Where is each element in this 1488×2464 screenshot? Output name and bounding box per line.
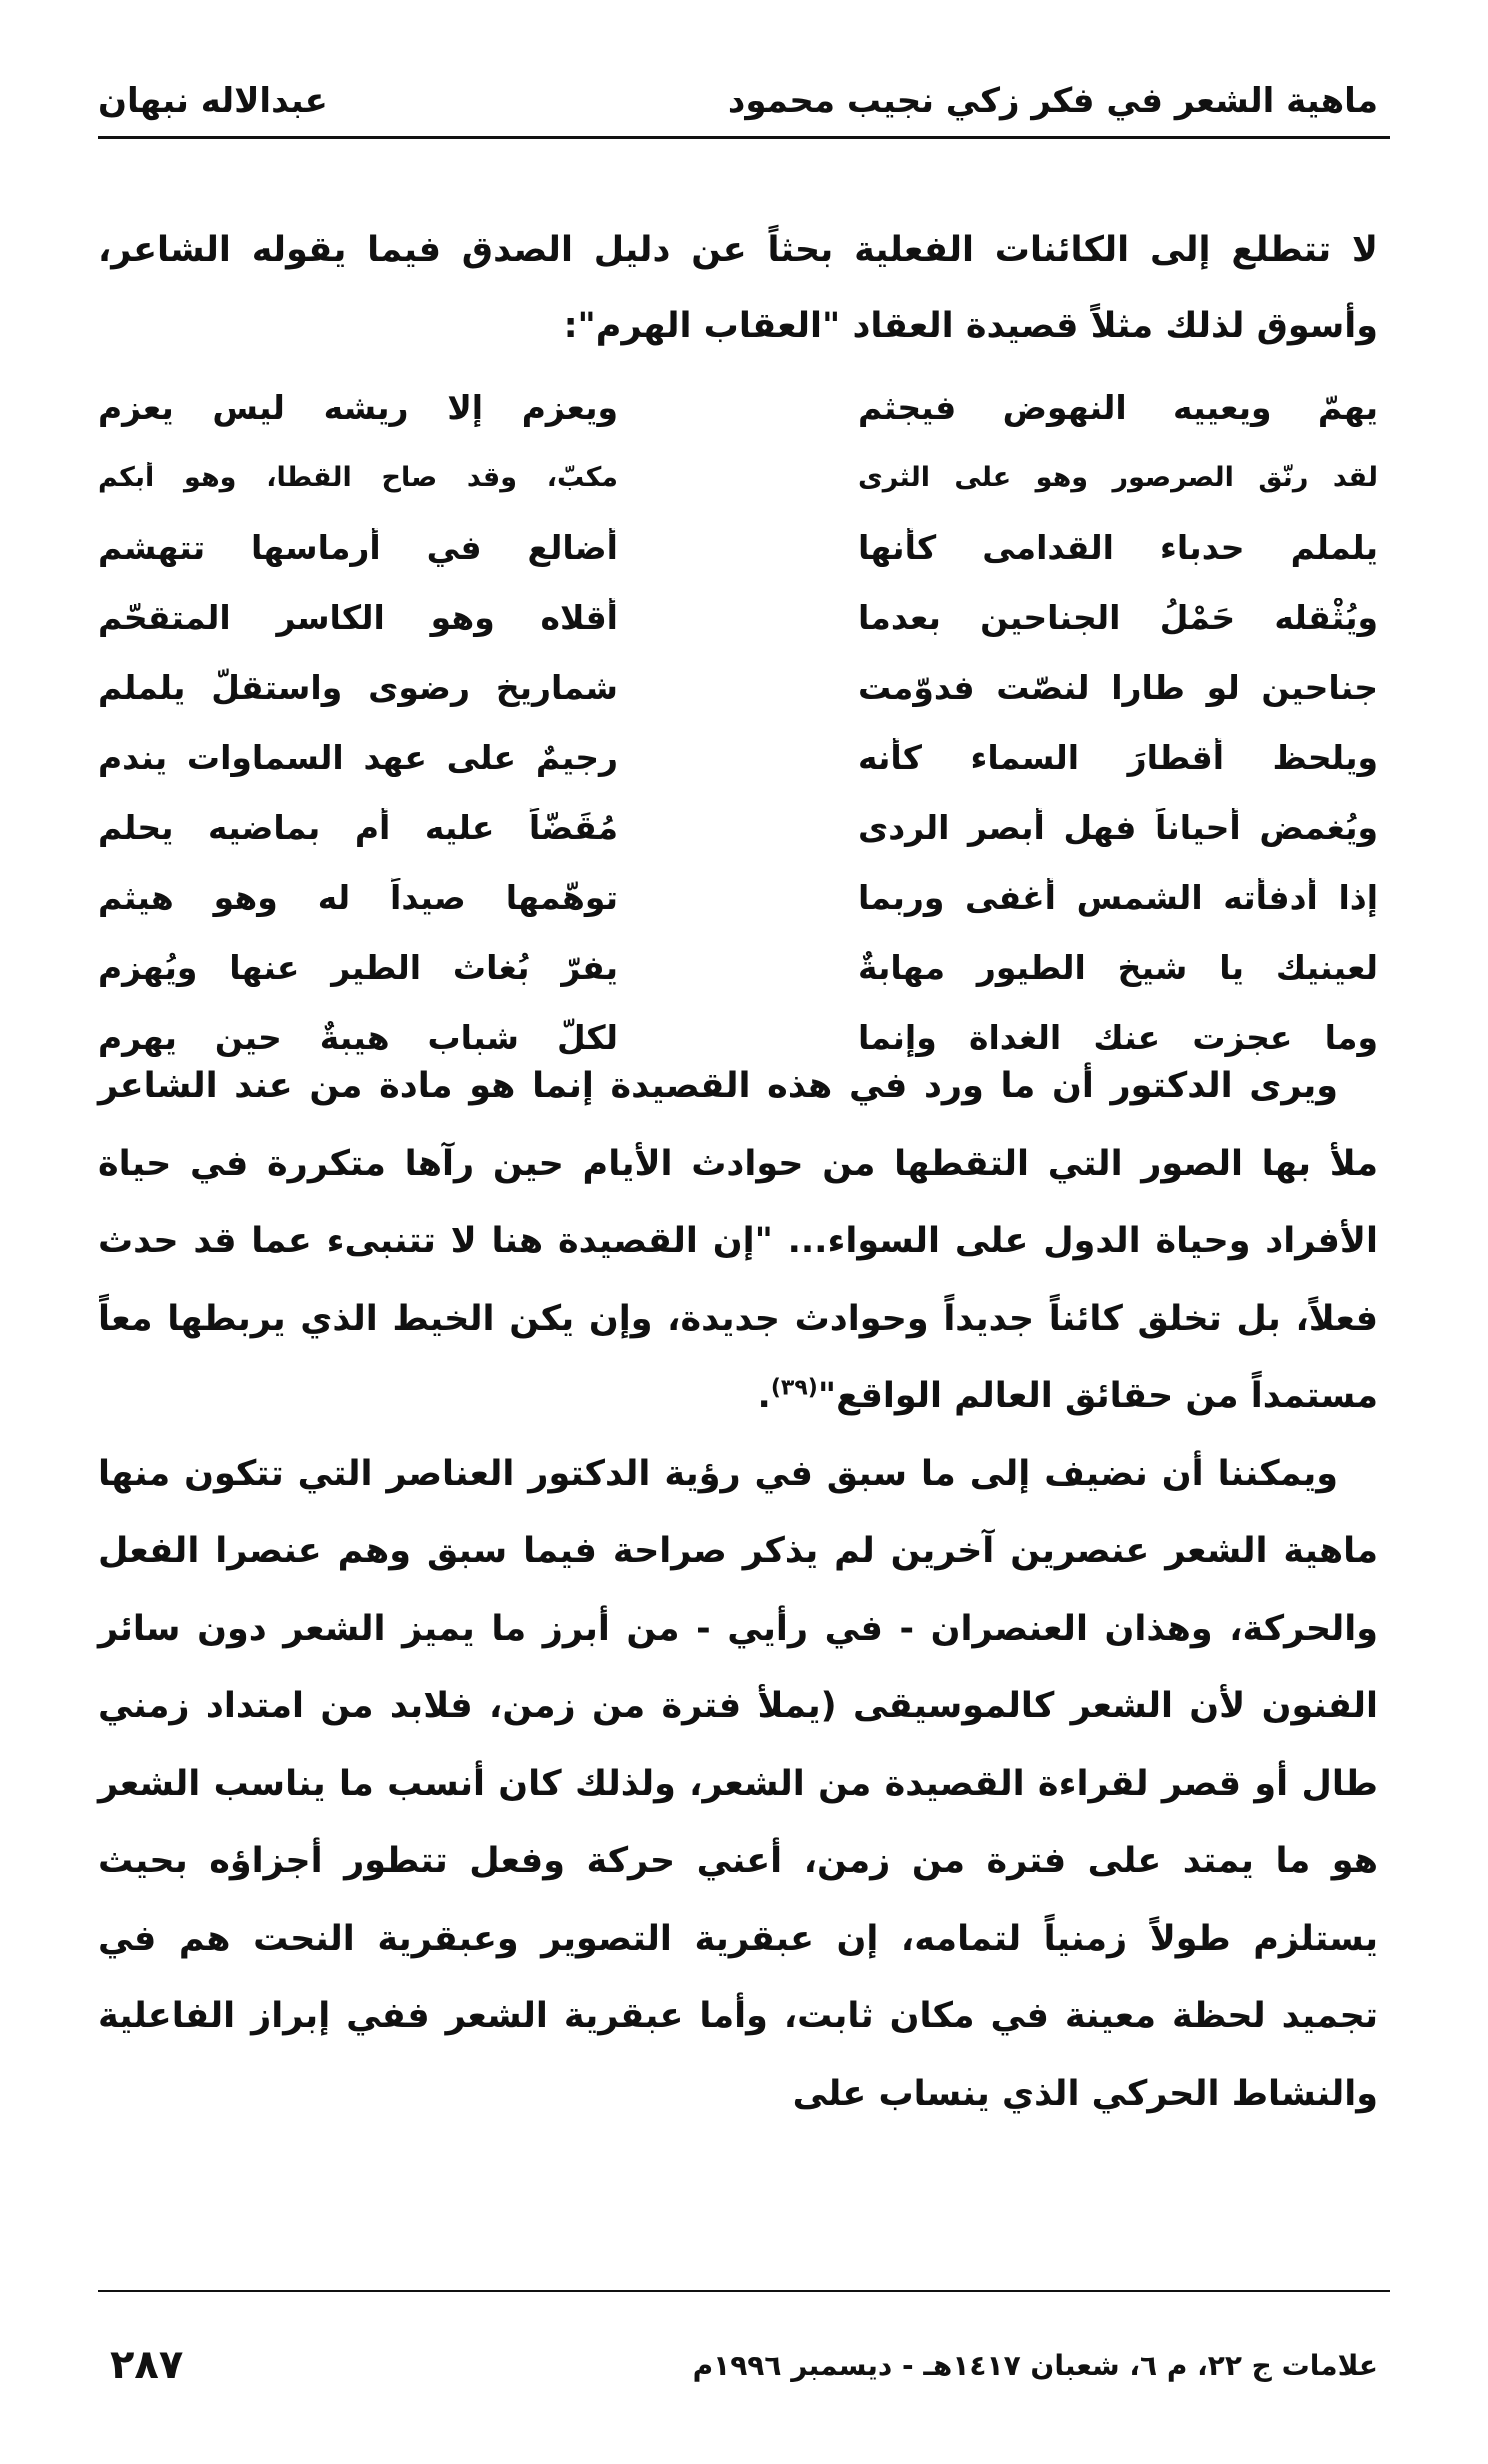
poem-verse <box>98 442 1378 512</box>
verse-second-hemistich: ويعزم إلا ريشه ليس يعزم <box>98 387 618 427</box>
verse-second-hemistich: يفرّ بُغاث الطير عنها ويُهزم <box>98 947 618 987</box>
verse-second-hemistich: أقلاه وهو الكاسر المتقحّم <box>98 597 618 637</box>
poem-verse <box>98 372 1378 442</box>
verse-first-hemistich: ويُغمض أحياناً فهل أبصر الردى <box>858 807 1378 847</box>
verse-first-hemistich: يلملم حدباء القدامى كأنها <box>858 527 1378 567</box>
verse-second-hemistich: لكلّ شباب هيبةٌ حين يهرم <box>98 1017 618 1057</box>
poem-verse <box>98 512 1378 582</box>
verse-first-hemistich: لعينيك يا شيخ الطيور مهابةٌ <box>858 947 1378 987</box>
poem-verse <box>98 722 1378 792</box>
journal-citation: علامات ج ٢٢، م ٦، شعبان ١٤١٧هـ - ديسمبر ١٩٩٦م <box>692 2348 1378 2382</box>
verse-second-hemistich: شماريخ رضوى واستقلّ يلملم <box>98 667 618 707</box>
poem-verse <box>98 652 1378 722</box>
intro-paragraph <box>98 212 1378 364</box>
running-header <box>98 66 1378 136</box>
verse-first-hemistich: ويُثْقله حَمْلُ الجناحين بعدما <box>858 597 1378 637</box>
verse-second-hemistich: توهّمها صيداً له وهو هيثم <box>98 877 618 917</box>
poem-verse <box>98 932 1378 1002</box>
poem-verse <box>98 792 1378 862</box>
body-paragraph <box>98 1048 1378 1436</box>
poem-block <box>98 372 1378 1072</box>
author-name: عبدالاله نبهان <box>98 81 328 121</box>
verse-first-hemistich: ويلحظ أقطارَ السماء كأنه <box>858 737 1378 777</box>
verse-first-hemistich: لقد رنّق الصرصور وهو على الثرى <box>858 461 1378 493</box>
body-text <box>98 1048 1378 2133</box>
verse-first-hemistich: يهمّ ويعييه النهوض فيجثم <box>858 387 1378 427</box>
poem-verse <box>98 862 1378 932</box>
running-footer <box>110 2330 1378 2400</box>
verse-first-hemistich: جناحين لو طارا لنصّت فدوّمت <box>858 667 1378 707</box>
footer-rule <box>98 2290 1390 2292</box>
verse-first-hemistich: إذا أدفأته الشمس أغفى وربما <box>858 877 1378 917</box>
page-number: ٢٨٧ <box>110 2342 184 2388</box>
intro-line: لا تتطلع إلى الكائنات الفعلية بحثاً عن دليل الصدق فيما يقوله الشاعر، <box>98 230 1378 270</box>
paragraph-text: ويرى الدكتور أن ما ورد في هذه القصيدة إنما هو مادة من عند الشاعر ملأ بها الصور التي التقطها من حوادث الأيام حين رآها متكررة في حياة الأفراد وحياة الدول على السواء... "إن القصيدة هنا لا تتنبىء عما قد حدث فعلاً، بل تخلق كائناً جديداً وحوادث جديدة، وإن يكن الخيط الذي يربطها معاً مستمداً من حقائق العالم الواقع" <box>98 1066 1378 1416</box>
intro-line: وأسوق لذلك مثلاً قصيدة العقاد "العقاب الهرم": <box>563 306 1378 346</box>
paragraph-end: . <box>757 1376 771 1416</box>
article-title: ماهية الشعر في فكر زكي نجيب محمود <box>727 81 1378 121</box>
verse-second-hemistich: مُقَضّاً عليه أم بماضيه يحلم <box>98 807 618 847</box>
verse-second-hemistich: رجيمٌ على عهد السماوات يندم <box>98 737 618 777</box>
poem-verse <box>98 582 1378 652</box>
body-paragraph: ويمكننا أن نضيف إلى ما سبق في رؤية الدكتور العناصر التي تتكون منها ماهية الشعر عنصرين آخرين لم يذكر صراحة فيما سبق وهم عنصرا الفعل والحركة، وهذان العنصران - في رأيي - من أبرز ما يميز الشعر دون سائر الفنون لأن الشعر كالموسيقى (يملأ فترة من زمن، فلابد من امتداد زمني طال أو قصر لقراءة القصيدة من الشعر، ولذلك كان أنسب ما يناسب الشعر هو ما يمتد على فترة من زمن، أعني حركة وفعل تتطور أجزاؤه بحيث يستلزم طولاً زمنياً لتمامه، إن عبقرية التصوير وعبقرية النحت هم في تجميد لحظة معينة في مكان ثابت، وأما عبقرية الشعر ففي إبراز الفاعلية والنشاط الحركي الذي ينساب على <box>98 1453 1378 2114</box>
header-rule <box>98 136 1390 139</box>
verse-second-hemistich: أضالع في أرماسها تتهشم <box>98 527 618 567</box>
footnote-citation: (٣٩) <box>770 1375 818 1401</box>
verse-second-hemistich: مكبّ، وقد صاح القطا، وهو أبكم <box>98 461 618 493</box>
verse-first-hemistich: وما عجزت عنك الغداة وإنما <box>858 1017 1378 1057</box>
